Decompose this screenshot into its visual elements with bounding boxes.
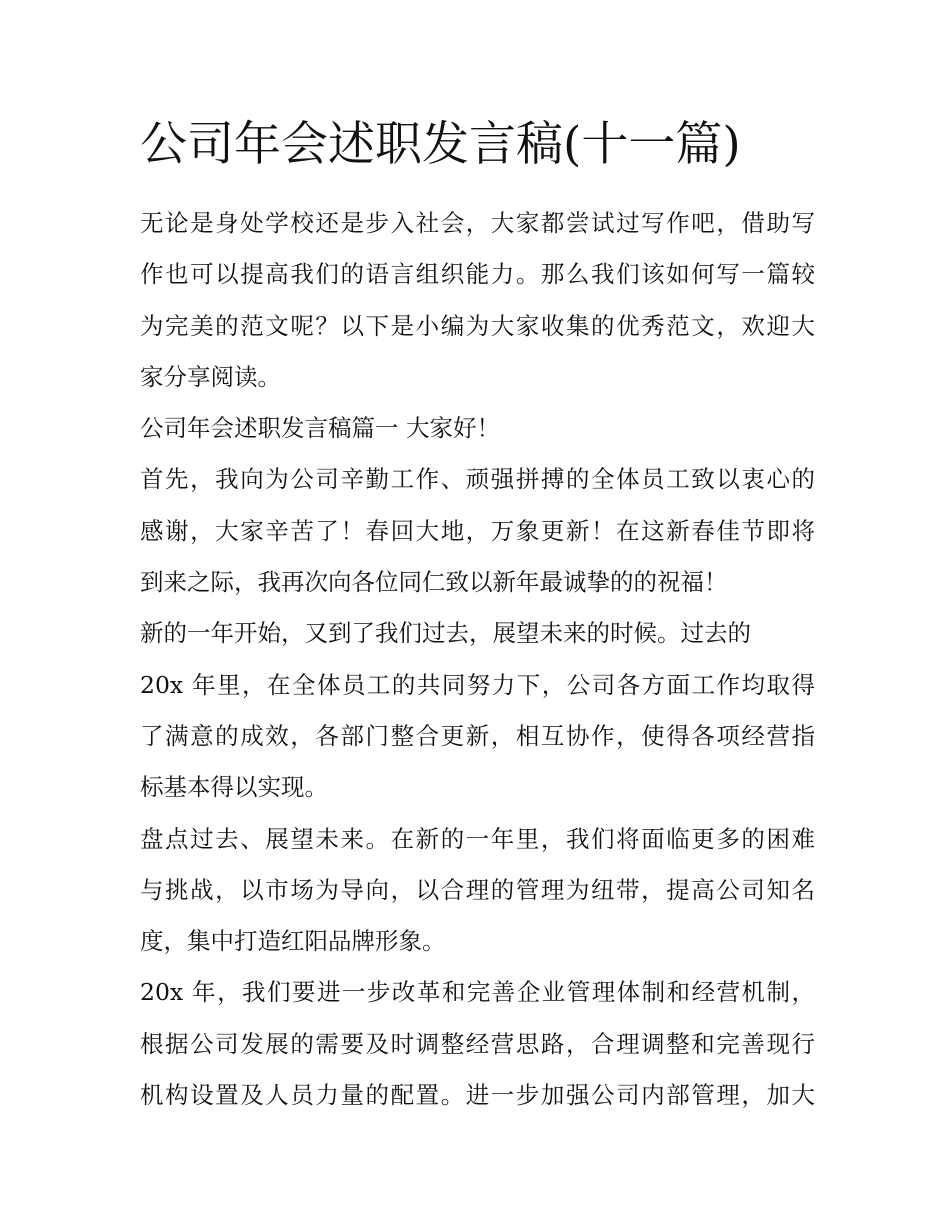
text-line: 20x 年里，在全体员工的共同努力下，公司各方面工作均取得 — [140, 670, 815, 699]
text-line: 与挑战，以市场为导向，以合理的管理为纽带，提高公司知名 — [140, 875, 815, 904]
text-line: 为完美的范文呢？以下是小编为大家收集的优秀范文，欢迎大 — [140, 311, 815, 340]
text-line: 作也可以提高我们的语言组织能力。那么我们该如何写一篇较 — [140, 260, 815, 289]
text-line: 20x 年，我们要进一步改革和完善企业管理体制和经营机制， — [140, 978, 815, 1007]
text-line: 机构设置及人员力量的配置。进一步加强公司内部管理，加大 — [140, 1081, 815, 1110]
text-line: 根据公司发展的需要及时调整经营思路，合理调整和完善现行 — [140, 1029, 815, 1058]
text-line: 到来之际，我再次向各位同仁致以新年最诚挚的的祝福！ — [140, 568, 728, 597]
text-line: 度，集中打造红阳品牌形象。 — [140, 927, 446, 956]
section-heading: 公司年会述职发言稿篇一 大家好！ — [140, 414, 500, 443]
text-line: 家分享阅读。 — [140, 362, 281, 391]
text-line: 标基本得以实现。 — [140, 773, 328, 802]
page-title: 公司年会述职发言稿(十一篇) — [140, 117, 741, 172]
text-line: 盘点过去、展望未来。在新的一年里，我们将面临更多的困难 — [140, 824, 815, 853]
document-body — [140, 198, 815, 1121]
text-line: 首先，我向为公司辛勤工作、顽强拼搏的全体员工致以衷心的 — [140, 465, 815, 494]
text-line: 感谢，大家辛苦了！春回大地，万象更新！在这新春佳节即将 — [140, 516, 815, 545]
text-line: 无论是身处学校还是步入社会，大家都尝试过写作吧，借助写 — [140, 209, 815, 237]
text-line: 了满意的成效，各部门整合更新，相互协作，使得各项经营指 — [140, 721, 815, 750]
text-line: 新的一年开始，又到了我们过去，展望未来的时候。过去的 — [140, 619, 751, 648]
